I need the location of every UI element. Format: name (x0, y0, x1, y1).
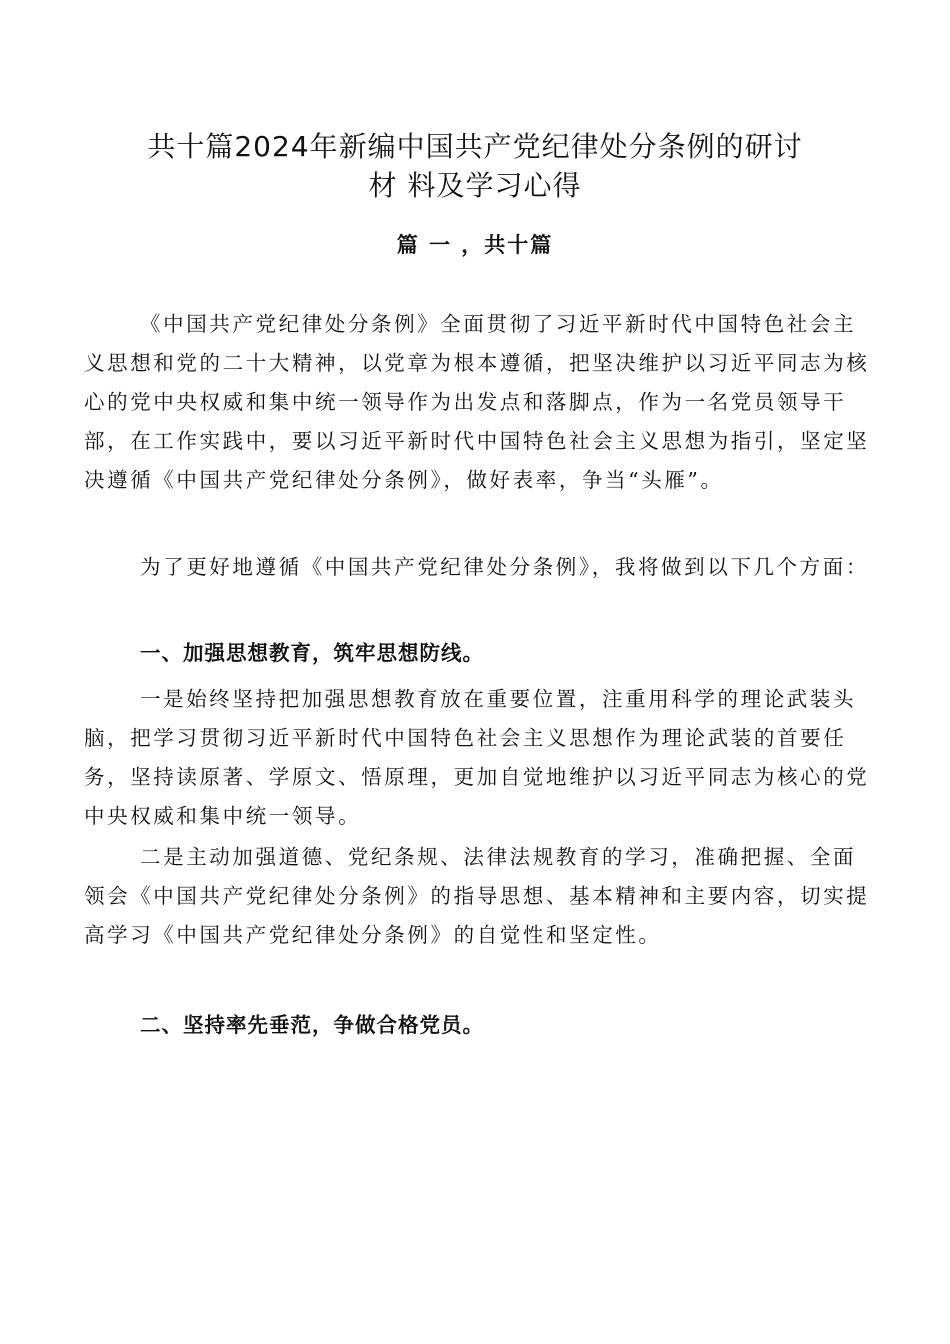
paragraph-aspects: 为了更好地遵循《中国共产党纪律处分条例》，我将做到以下几个方面： (140, 555, 869, 579)
document-title-line-1: 共十篇2024年新编中国共产党纪律处分条例的研讨 (147, 130, 803, 163)
paragraph-point-one: 一是始终坚持把加强思想教育放在重要位置，注重用科学的理论武装头脑，把学习贯彻习近平新时代中国特色社会主义思想作为理论武装的首要任务，坚持读原著、学原文、悟原理，更加自觉地维护以习近平同志为核心的党中央权威和集中统一领导。 (84, 687, 870, 828)
section-title: 篇 一 ，共十篇 (396, 233, 554, 257)
paragraph-intro: 《中国共产党纪律处分条例》全面贯彻了习近平新时代中国特色社会主义思想和党的二十大精神，以党章为根本遵循，把坚决维护以习近平同志为核心的党中央权威和集中统一领导作为出发点和落脚点，作为一名党员领导干部，在工作实践中，要以习近平新时代中国特色社会主义思想为指引，坚定坚决遵循《中国共产党纪律处分条例》，做好表率，争当“头雁”。 (84, 312, 870, 492)
paragraph-point-two: 二是主动加强道德、党纪条规、法律法规教育的学习，准确把握、全面领会《中国共产党纪律处分条例》的指导思想、基本精神和主要内容，切实提高学习《中国共产党纪律处分条例》的自觉性和坚定性。 (84, 845, 870, 947)
document-title-line-2: 材 料及学习心得 (368, 169, 582, 202)
heading-strengthen-education: 一、加强思想教育，筑牢思想防线。 (140, 641, 484, 665)
heading-lead-by-example: 二、坚持率先垂范，争做合格党员。 (140, 1013, 484, 1037)
